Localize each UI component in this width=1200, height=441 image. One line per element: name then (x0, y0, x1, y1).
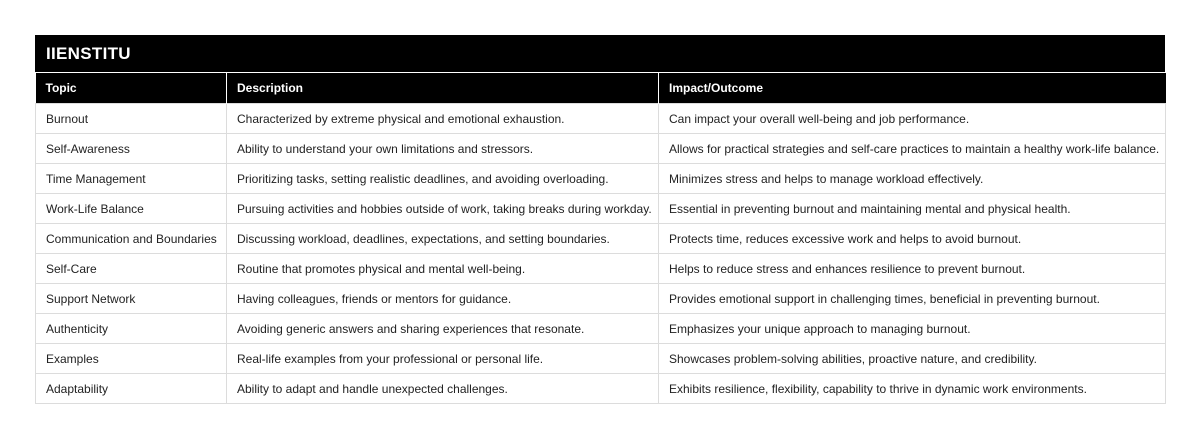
description-cell: Discussing workload, deadlines, expectations, and setting boundaries. (227, 224, 659, 254)
impact-cell: Provides emotional support in challenging times, beneficial in preventing burnout. (659, 284, 1166, 314)
column-header-description: Description (227, 73, 659, 104)
description-cell: Prioritizing tasks, setting realistic deadlines, and avoiding overloading. (227, 164, 659, 194)
topic-cell: Adaptability (36, 374, 227, 404)
topic-cell: Self-Awareness (36, 134, 227, 164)
table-row (36, 134, 1166, 164)
description-cell: Characterized by extreme physical and emotional exhaustion. (227, 104, 659, 134)
description-cell: Ability to understand your own limitations and stressors. (227, 134, 659, 164)
column-header-impact: Impact/Outcome (659, 73, 1166, 104)
table-row (36, 254, 1166, 284)
table-header (36, 73, 1166, 104)
brand-title: IIENSTITU (35, 35, 1165, 73)
topic-cell: Self-Care (36, 254, 227, 284)
topic-cell: Burnout (36, 104, 227, 134)
column-header-topic: Topic (36, 73, 227, 104)
impact-cell: Essential in preventing burnout and maintaining mental and physical health. (659, 194, 1166, 224)
topic-cell: Work-Life Balance (36, 194, 227, 224)
impact-cell: Emphasizes your unique approach to managing burnout. (659, 314, 1166, 344)
table-row (36, 314, 1166, 344)
table-row (36, 164, 1166, 194)
topic-cell: Support Network (36, 284, 227, 314)
content-table-container (35, 35, 1165, 404)
topic-cell: Authenticity (36, 314, 227, 344)
impact-cell: Protects time, reduces excessive work and helps to avoid burnout. (659, 224, 1166, 254)
description-cell: Real-life examples from your professional or personal life. (227, 344, 659, 374)
impact-cell: Exhibits resilience, flexibility, capability to thrive in dynamic work environments. (659, 374, 1166, 404)
impact-cell: Minimizes stress and helps to manage workload effectively. (659, 164, 1166, 194)
table-row (36, 104, 1166, 134)
header-row (36, 73, 1166, 104)
topic-cell: Communication and Boundaries (36, 224, 227, 254)
description-cell: Avoiding generic answers and sharing experiences that resonate. (227, 314, 659, 344)
content-table (35, 73, 1166, 404)
impact-cell: Can impact your overall well-being and job performance. (659, 104, 1166, 134)
description-cell: Having colleagues, friends or mentors for guidance. (227, 284, 659, 314)
description-cell: Ability to adapt and handle unexpected challenges. (227, 374, 659, 404)
table-body (36, 104, 1166, 404)
topic-cell: Time Management (36, 164, 227, 194)
table-row (36, 374, 1166, 404)
table-row (36, 284, 1166, 314)
impact-cell: Showcases problem-solving abilities, proactive nature, and credibility. (659, 344, 1166, 374)
impact-cell: Helps to reduce stress and enhances resilience to prevent burnout. (659, 254, 1166, 284)
table-row (36, 344, 1166, 374)
table-row (36, 224, 1166, 254)
table-row (36, 194, 1166, 224)
impact-cell: Allows for practical strategies and self-care practices to maintain a healthy work-life balance. (659, 134, 1166, 164)
topic-cell: Examples (36, 344, 227, 374)
description-cell: Pursuing activities and hobbies outside of work, taking breaks during workday. (227, 194, 659, 224)
description-cell: Routine that promotes physical and mental well-being. (227, 254, 659, 284)
